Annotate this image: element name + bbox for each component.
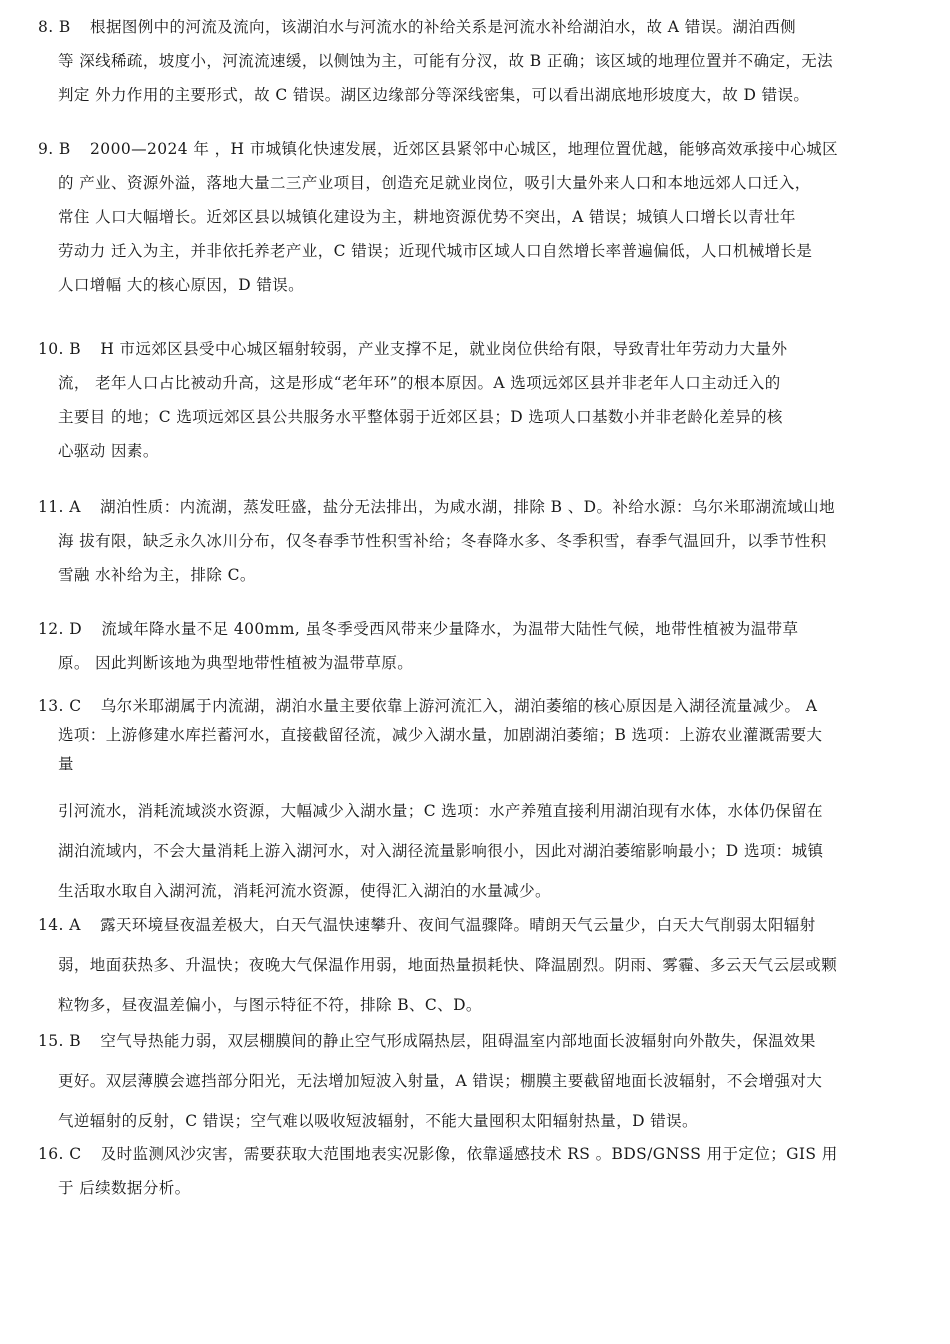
answer-text-line: 根据图例中的河流及流向，该湖泊水与河流水的补给关系是河流水补给湖泊水，故 A 错误。湖泊西侧: [90, 18, 796, 36]
answer-text-line: 常住 人口大幅增长。近郊区县以城镇化建设为主，耕地资源优势不突出，A 错误；城镇人口增长以青壮年: [58, 208, 796, 226]
answer-key: B: [69, 340, 81, 358]
answer-text-line: 人口增幅 大的核心原因，D 错误。: [58, 276, 305, 294]
answer-text-line: 判定 外力作用的主要形式，故 C 错误。湖区边缘部分等深线密集，可以看出湖底地形坡度大，故 D 错误。: [58, 86, 810, 104]
answer-text-line: 湖泊流域内，不会大量消耗上游入湖河水，对入湖径流量影响很小，因此对湖泊萎缩影响最小；D 选项：城镇: [58, 842, 824, 860]
answer-text-line: 流域年降水量不足 400mm, 虽冬季受西风带来少量降水，为温带大陆性气候，地带性植被为温带草: [101, 620, 799, 638]
answer-text-line: 露天环境昼夜温差极大，白天气温快速攀升、夜间气温骤降。晴朗天气云量少，白天大气削弱太阳辐射: [100, 916, 816, 934]
answer-text-line: 选项：上游修建水库拦蓄河水，直接截留径流，减少入湖水量，加剧湖泊萎缩；B 选项：上游农业灌溉需要大: [58, 726, 823, 744]
answer-text-line: 空气导热能力弱，双层棚膜间的静止空气形成隔热层，阻碍温室内部地面长波辐射向外散失，保温效果: [100, 1032, 816, 1050]
answer-number: 16.: [38, 1145, 64, 1163]
answer-text-line: 弱，地面获热多、升温快；夜晚大气保温作用弱，地面热量损耗快、降温剧烈。阴雨、雾霾、多云天气云层或颗: [58, 956, 838, 974]
answer-8: [38, 10, 910, 112]
answer-13-continuation: [58, 791, 910, 911]
answer-text-line: 雪融 水补给为主，排除 C。: [58, 566, 256, 584]
answer-15: [38, 1021, 910, 1141]
answer-text-line: 的 产业、资源外溢，落地大量二三产业项目，创造充足就业岗位，吸引大量外来人口和本地远郊人口迁入，: [58, 174, 811, 192]
answer-text-line: 及时监测风沙灾害，需要获取大范围地表实况影像，依靠遥感技术 RS 。BDS/GNSS 用于定位；GIS 用: [100, 1145, 838, 1163]
answer-9: [38, 132, 910, 302]
answer-16: [38, 1137, 910, 1205]
answer-text-line: 流， 老年人口占比被动升高，这是形成“老年环”的根本原因。A 选项远郊区县并非老年人口主动迁入的: [58, 374, 781, 392]
answer-text-line: 量: [58, 755, 74, 773]
answer-10: [38, 332, 910, 468]
answer-number: 9.: [38, 140, 54, 158]
answer-13: [38, 692, 910, 911]
answer-14: [38, 905, 910, 1025]
answer-text-line: 海 拔有限，缺乏永久冰川分布，仅冬春季节性积雪补给；冬春降水多、冬季积雪，春季气温回升，以季节性积: [58, 532, 827, 550]
answer-text-line: 更好。双层薄膜会遮挡部分阳光，无法增加短波入射量，A 错误；棚膜主要截留地面长波辐射，不会增强对大: [58, 1072, 823, 1090]
answer-11: [38, 490, 910, 592]
answer-text-line: 生活取水取自入湖河流，消耗河流水资源，使得汇入湖泊的水量减少。: [58, 882, 551, 900]
answer-text-line: H 市远郊区县受中心城区辐射较弱，产业支撑不足，就业岗位供给有限，导致青壮年劳动力大量外: [100, 340, 788, 358]
answer-key: C: [69, 697, 82, 715]
answer-text-line: 劳动力 迁入为主，并非依托养老产业，C 错误；近现代城市区域人口自然增长率普遍偏低，人口机械增长是: [58, 242, 813, 260]
answer-text-line: 粒物多，昼夜温差偏小，与图示特征不符，排除 B、C、D。: [58, 996, 482, 1014]
answer-key: A: [69, 916, 81, 934]
answer-text-line: 原。 因此判断该地为典型地带性植被为温带草原。: [58, 654, 414, 672]
answer-text-line: 2000—2024 年 ，H 市城镇化快速发展，近郊区县紧邻中心城区，地理位置优越，能够高效承接中心城区: [90, 140, 839, 158]
answer-key: B: [58, 140, 71, 158]
answer-key: C: [69, 1145, 82, 1163]
answer-text-line: 主要目 的地；C 选项远郊区县公共服务水平整体弱于近郊区县；D 选项人口基数小并非老龄化差异的核: [58, 408, 783, 426]
answer-text-line: 引河流水，消耗流域淡水资源，大幅减少入湖水量；C 选项：水产养殖直接利用湖泊现有水体，水体仍保留在: [58, 802, 823, 820]
answer-number: 12.: [38, 620, 64, 638]
answer-key: A: [69, 498, 81, 516]
answer-text-line: 于 后续数据分析。: [58, 1179, 191, 1197]
answer-number: 13.: [38, 697, 64, 715]
answer-text-line: 心驱动 因素。: [58, 442, 159, 460]
answer-key: B: [58, 18, 71, 36]
answer-number: 15.: [38, 1032, 64, 1050]
answer-12: [38, 612, 910, 680]
answer-number: 8.: [38, 18, 54, 36]
answer-number: 10.: [38, 340, 64, 358]
answer-text-line: 等 深线稀疏，坡度小，河流流速缓，以侧蚀为主，可能有分汊，故 B 正确；该区域的地理位置并不确定，无法: [58, 52, 834, 70]
answer-text-line: 湖泊性质：内流湖，蒸发旺盛，盐分无法排出，为咸水湖，排除 B 、D。补给水源：乌尔米耶湖流域山地: [100, 498, 835, 516]
answer-number: 11.: [38, 498, 64, 516]
answer-number: 14.: [38, 916, 64, 934]
answer-key: D: [69, 620, 83, 638]
answer-text-line: 乌尔米耶湖属于内流湖，湖泊水量主要依靠上游河流汇入，湖泊萎缩的核心原因是入湖径流量减少。 A: [100, 697, 818, 715]
answer-key: B: [69, 1032, 81, 1050]
answer-text-line: 气逆辐射的反射，C 错误；空气难以吸收短波辐射，不能大量囤积太阳辐射热量，D 错误。: [58, 1112, 698, 1130]
